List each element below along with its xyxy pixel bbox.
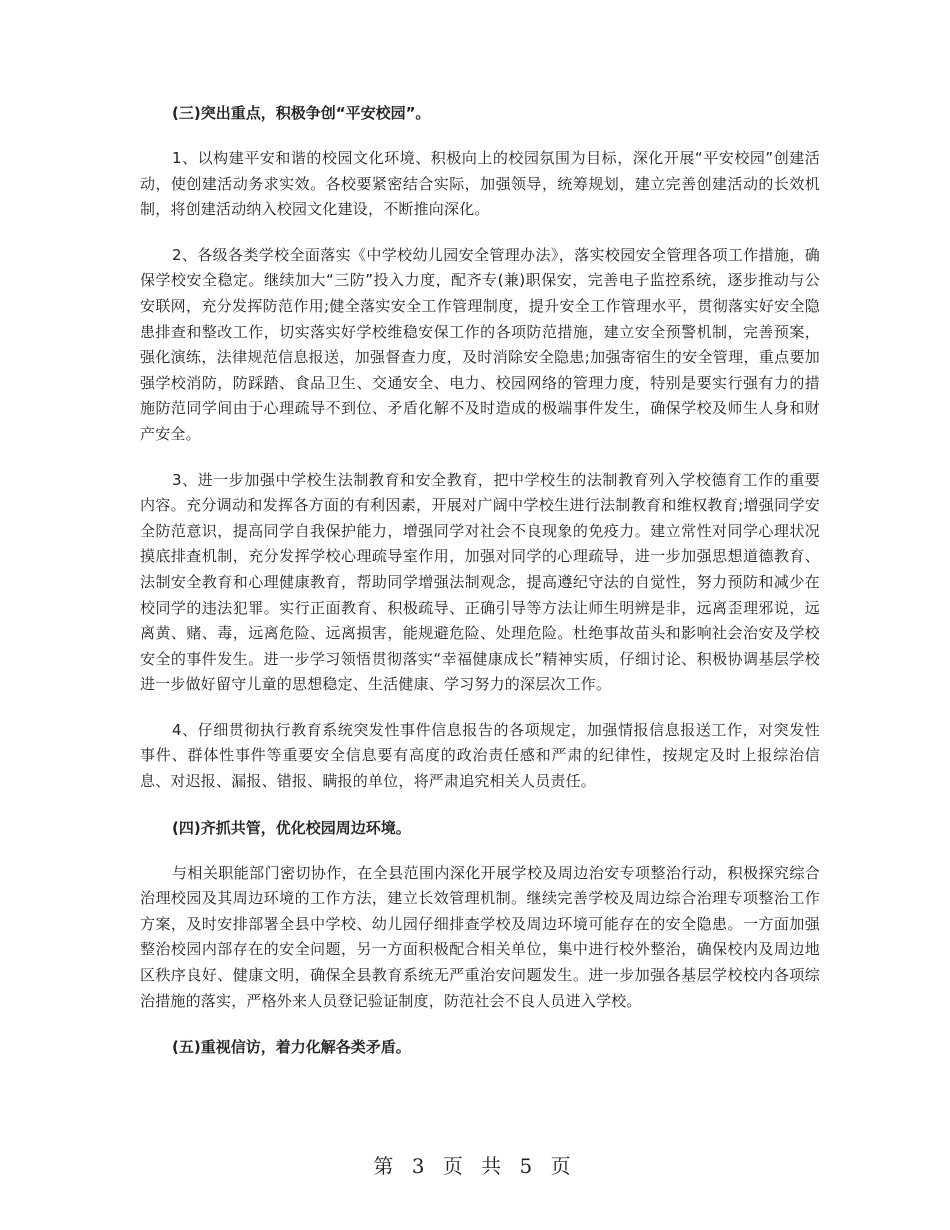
section-3-paragraph-3: 3、进一步加强中学校生法制教育和安全教育，把中学校生的法制教育列入学校德育工作的重要内容。充分调动和发挥各方面的有利因素，开展对广阔中学校生进行法制教育和维权教育;增强同学安全防范意识，提高同学自我保护能力，增强同学对社会不良现象的免疫力。建立常性对同学心理状况摸底排查机制，充分发挥学校心理疏导室作用，加强对同学的心理疏导，进一步加强思想道德教育、法制安全教育和心理健康教育，帮助同学增强法制观念，提高遵纪守法的自觉性，努力预防和减少在校同学的违法犯罪。实行正面教育、积极疏导、正确引导等方法让师生明辨是非，远离歪理邪说，远离黄、赌、毒，远离危险、远离损害，能规避危险、处理危险。杜绝事故苗头和影响社会治安及学校安全的事件发生。进一步学习领悟贯彻落实“幸福健康成长”精神实质，仔细讨论、积极协调基层学校进一步做好留守儿童的思想稳定、生活健康、学习努力的深层次工作。 [140,470,820,694]
page-number-footer: 第 3 页 共 5 页 [373,1154,577,1178]
document-page [140,100,820,1080]
section-4-paragraph: 与相关职能部门密切协作，在全县范围内深化开展学校及周边治安专项整治行动，积极探究综合治理校园及其周边环境的工作方法，建立长效管理机制。继续完善学校及周边综合治理专项整治工作方案，及时安排部署全县中学校、幼儿园仔细排查学校及周边环境可能存在的安全隐患。一方面加强整治校园内部存在的安全问题，另一方面积极配合相关单位，集中进行校外整治，确保校内及周边地区秩序良好、健康文明，确保全县教育系统无严重治安问题发生。进一步加强各基层学校校内各项综治措施的落实，严格外来人员登记验证制度，防范社会不良人员进入学校。 [140,863,820,1010]
section-4-heading: (四)齐抓共管，优化校园周边环境。 [172,818,411,837]
section-5-heading: (五)重视信访，着力化解各类矛盾。 [172,1038,411,1057]
section-3-heading: (三)突出重点，积极争创“平安校园”。 [172,104,431,122]
section-3-paragraph-4: 4、仔细贯彻执行教育系统突发性事件信息报告的各项规定，加强情报信息报送工作，对突发性事件、群体性事件等重要安全信息要有高度的政治责任感和严肃的纪律性，按规定及时上报综治信息、对迟报、漏报、错报、瞒报的单位，将严肃追究相关人员责任。 [140,720,820,791]
section-3-paragraph-2: 2、各级各类学校全面落实《中学校幼儿园安全管理办法》，落实校园安全管理各项工作措施，确保学校安全稳定。继续加大“三防”投入力度，配齐专(兼)职保安，完善电子监控系统，逐步推动与公安联网，充分发挥防范作用;健全落实安全工作管理制度，提升安全工作管理水平，贯彻落实好安全隐患排查和整改工作，切实落实好学校维稳安保工作的各项防范措施，建立安全预警机制，完善预案，强化演练，法律规范信息报送，加强督查力度，及时消除安全隐患;加强寄宿生的安全管理，重点要加强学校消防，防踩踏、食品卫生、交通安全、电力、校园网络的管理力度，特别是要实行强有力的措施防范同学间由于心理疏导不到位、矛盾化解不及时造成的极端事件发生，确保学校及师生人身和财产安全。 [140,245,820,443]
section-3-paragraph-1: 1、以构建平安和谐的校园文化环境、积极向上的校园氛围为目标，深化开展“平安校园”创建活动，使创建活动务求实效。各校要紧密结合实际，加强领导，统筹规划，建立完善创建活动的长效机制，将创建活动纳入校园文化建设，不断推向深化。 [140,149,820,219]
